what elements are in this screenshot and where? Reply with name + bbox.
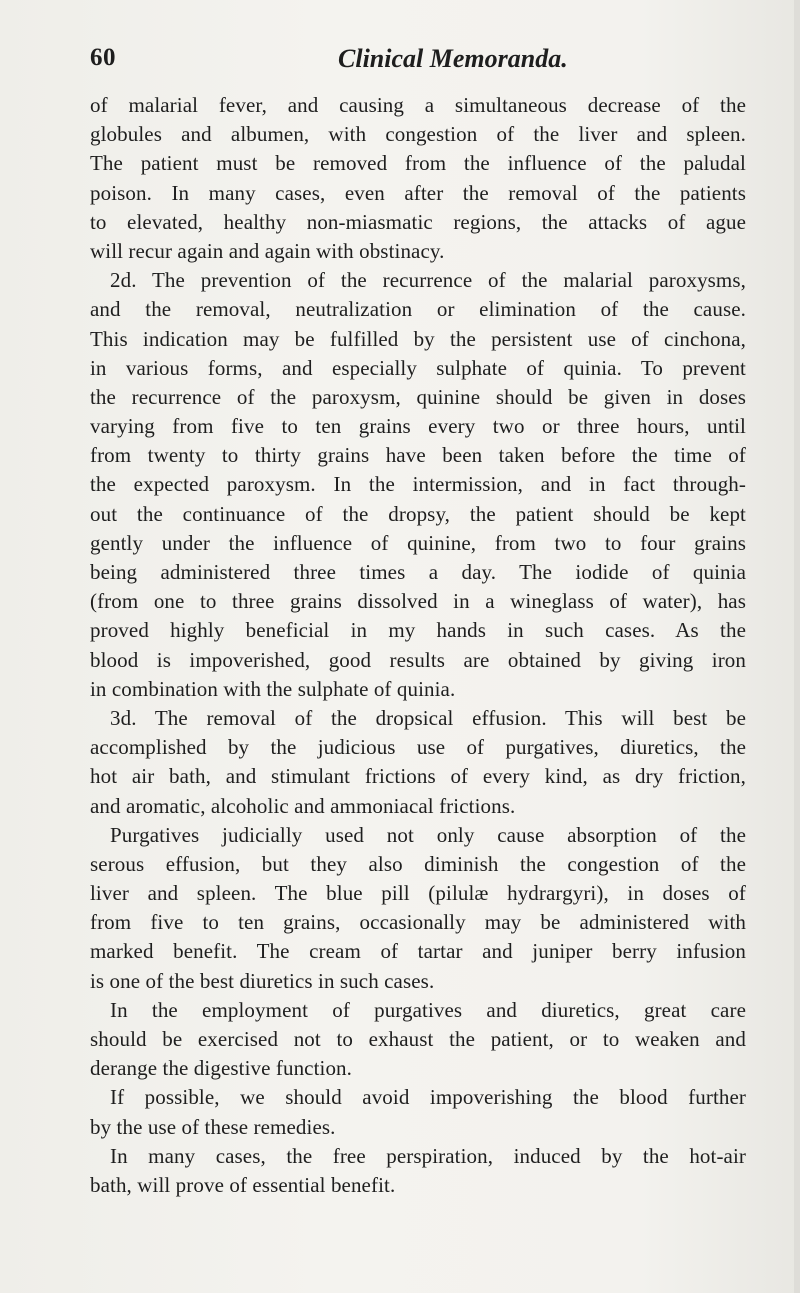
text-line: should be exercised not to exhaust the patient, or to weaken and xyxy=(90,1027,746,1051)
text-line: to elevated, healthy non-miasmatic regions, the attacks of ague xyxy=(90,209,746,234)
text-line: serous effusion, but they also diminish the congestion of the xyxy=(90,851,746,876)
text-line: proved highly beneficial in my hands in such cases. As the xyxy=(90,618,746,643)
text-line: in combination with the sulphate of quinia. xyxy=(90,676,456,701)
text-line: the expected paroxysm. In the intermission, and in fact through- xyxy=(90,472,746,497)
text-line: from five to ten grains, occasionally may be administered with xyxy=(90,910,746,935)
page-number: 60 xyxy=(90,44,116,71)
text-line: is one of the best diuretics in such cases. xyxy=(90,968,435,993)
text-line: out the continuance of the dropsy, the patient should be kept xyxy=(90,501,746,526)
text-line: liver and spleen. The blue pill (pilulæ hydrargyri), in doses of xyxy=(90,881,746,906)
text-line: hot air bath, and stimulant frictions of every kind, as dry friction, xyxy=(90,764,746,789)
text-line: marked benefit. The cream of tartar and juniper berry infusion xyxy=(90,939,746,964)
text-line: will recur again and again with obstinacy. xyxy=(90,238,445,263)
text-line: blood is impoverished, good results are obtained by giving iron xyxy=(90,647,746,672)
text-line: by the use of these remedies. xyxy=(90,1114,336,1139)
text-line: 2d. The prevention of the recurrence of the malarial paroxysms, xyxy=(110,268,746,293)
text-line: poison. In many cases, even after the removal of the patients xyxy=(90,180,746,205)
text-line: being administered three times a day. The iodide of quinia xyxy=(90,560,746,584)
text-line: bath, will prove of essential benefit. xyxy=(90,1172,396,1197)
text-line: If possible, we should avoid impoverishing the blood further xyxy=(110,1085,746,1110)
running-head: Clinical Memoranda. xyxy=(338,44,568,73)
text-line: derange the digestive function. xyxy=(90,1056,353,1081)
text-line: the recurrence of the paroxysm, quinine should be given in doses xyxy=(90,384,746,409)
text-line: globules and albumen, with congestion of the liver and spleen. xyxy=(90,122,746,147)
text-line: In many cases, the free perspiration, induced by the hot-air xyxy=(110,1143,746,1168)
page-header xyxy=(90,44,730,84)
text-line: and the removal, neutralization or elimination of the cause. xyxy=(90,297,746,322)
text-line: In the employment of purgatives and diuretics, great care xyxy=(110,997,746,1022)
text-line: gently under the influence of quinine, from two to four grains xyxy=(90,530,746,555)
text-line: in various forms, and especially sulphate of quinia. To prevent xyxy=(90,355,746,380)
text-line: 3d. The removal of the dropsical effusion. This will best be xyxy=(110,705,746,730)
text-line: from twenty to thirty grains have been taken before the time of xyxy=(90,443,746,468)
text-line: This indication may be fulfilled by the persistent use of cinchona, xyxy=(90,326,746,351)
text-line: The patient must be removed from the influence of the paludal xyxy=(90,151,746,176)
text-line: accomplished by the judicious use of purgatives, diuretics, the xyxy=(90,735,746,760)
text-line: varying from five to ten grains every two or three hours, until xyxy=(90,414,746,439)
page-edge-shadow xyxy=(794,0,800,1293)
text-line: (from one to three grains dissolved in a wineglass of water), has xyxy=(90,589,746,614)
text-line: Purgatives judicially used not only cause absorption of the xyxy=(110,822,746,847)
text-line: and aromatic, alcoholic and ammoniacal frictions. xyxy=(90,793,516,818)
body-text xyxy=(90,91,746,1200)
text-line: of malarial fever, and causing a simultaneous decrease of the xyxy=(90,93,746,117)
